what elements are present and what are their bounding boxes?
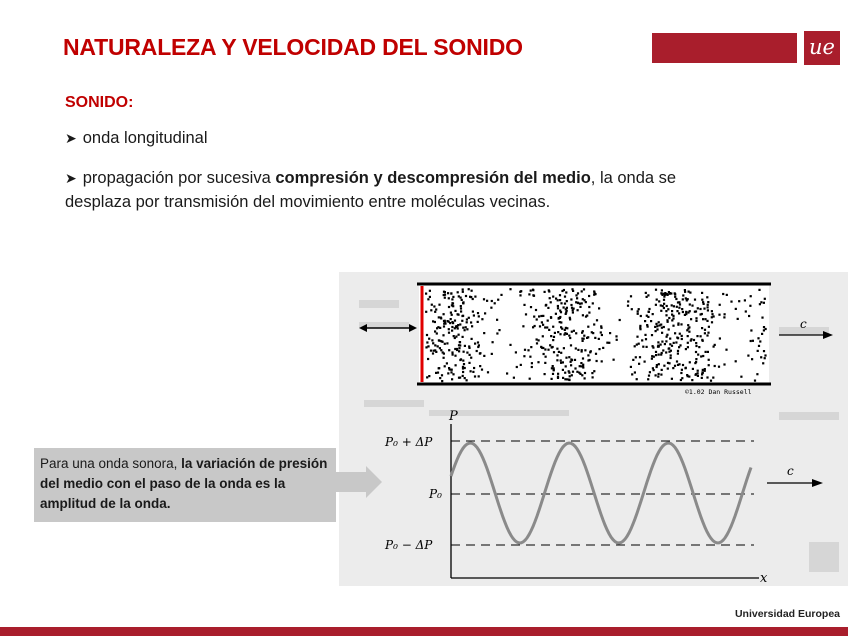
bullet-longitudinal	[65, 126, 208, 150]
label-min-pressure: P₀ − ΔP	[385, 538, 433, 552]
arrow-bullet-icon: ➤	[65, 170, 77, 186]
bullet-propagation	[65, 166, 745, 214]
figure-svg	[339, 272, 848, 586]
p-axis-label: P	[449, 409, 458, 424]
ue-logo: ue	[804, 31, 840, 65]
section-heading: SONIDO:	[65, 94, 134, 111]
footer-bar	[0, 627, 848, 636]
arrow-bullet-icon: ➤	[65, 130, 77, 146]
brand-bar	[652, 33, 797, 63]
pressure-wave-curve	[451, 443, 751, 543]
callout-text-bold: la variación de presión del medio con el paso de la onda es la amplitud de la onda.	[40, 456, 328, 511]
callout-arrow-icon	[336, 466, 386, 498]
bullet-text-part2: , la onda se desplaza por transmisión del movimiento entre moléculas vecinas.	[65, 169, 677, 211]
speed-label: c	[800, 317, 807, 331]
bullet-text-bold: compresión y descompresión del medio	[275, 169, 591, 187]
speed-label-lower: c	[787, 464, 794, 478]
label-mean-pressure: P₀	[429, 487, 442, 501]
label-max-pressure: P₀ + ΔP	[385, 435, 433, 449]
footer-university-name: Universidad Europea	[734, 608, 840, 620]
pressure-wave-figure	[339, 272, 848, 586]
propagation-arrow-lower-icon	[767, 479, 823, 487]
x-axis-label: x	[760, 571, 768, 586]
figure-credit: ©1.02 Dan Russell	[685, 388, 752, 396]
bullet-text-part1: propagación por sucesiva	[82, 169, 276, 187]
bullet-text: onda longitudinal	[82, 129, 208, 147]
slide-title: NATURALEZA Y VELOCIDAD DEL SONIDO	[63, 34, 523, 60]
callout-text: Para una onda sonora,	[40, 456, 182, 471]
explanation-callout	[34, 448, 336, 522]
